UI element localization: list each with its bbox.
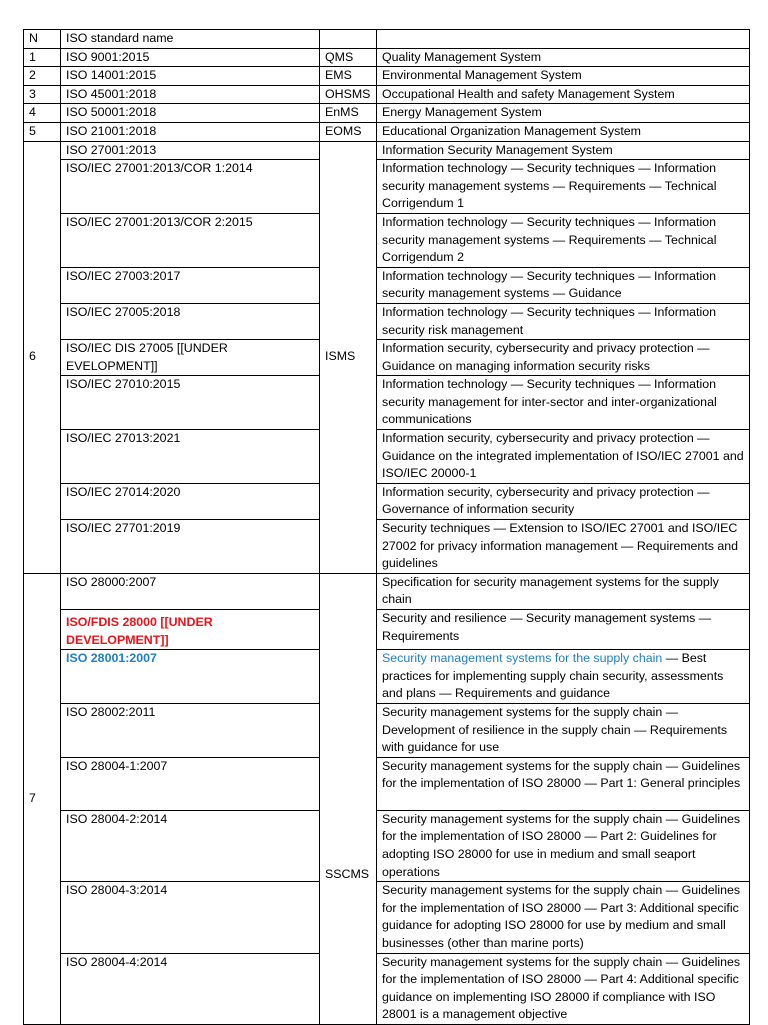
abbreviation: OHSMS (320, 85, 377, 104)
table-row (24, 757, 750, 810)
description: Security and resilience — Security management systems — Requirements (377, 610, 750, 650)
standard-name: ISO 45001:2018 (61, 85, 320, 104)
table-row (24, 810, 750, 881)
row-number: 4 (24, 104, 61, 123)
description-rest: — Best practices for implementing supply chain security, assessments and plans — Requirements and guidance (382, 651, 724, 701)
description: Security management systems for the supply chain — Guidelines for the implementation of ISO 28000 — Part 2: Guidelines for adopting ISO 28000 for use in medium and small seaport operations (377, 810, 750, 881)
standard-name: ISO 14001:2015 (61, 67, 320, 86)
row-number: 5 (24, 122, 61, 141)
standard-name: ISO 28004-1:2007 (61, 757, 320, 810)
table-row (24, 104, 750, 123)
row-number: 1 (24, 48, 61, 67)
description-highlight: Security management systems for the supply chain (382, 651, 663, 666)
standard-name-under-development: ISO/FDIS 28000 [[UNDER DEVELOPMENT]] (61, 610, 320, 650)
standard-name: ISO/IEC 27001:2013/COR 1:2014 (61, 160, 320, 214)
description: Information technology — Security techniques — Information security management systems — Requirements — Technical Corrigendum 1 (377, 160, 750, 214)
description: Energy Management System (377, 104, 750, 123)
description: Information technology — Security techniques — Information security risk management (377, 303, 750, 339)
table-row (24, 67, 750, 86)
standard-name: ISO/IEC 27001:2013/COR 2:2015 (61, 213, 320, 267)
header-n: N (24, 30, 61, 49)
description: Information security, cybersecurity and privacy protection — Guidance on the integrated implementation of ISO/IEC 27001 and ISO/IEC 20000-1 (377, 430, 750, 484)
table-row (24, 303, 750, 339)
row-number: 6 (24, 141, 61, 573)
table-row (24, 340, 750, 376)
header-description (377, 30, 750, 49)
description: Security management systems for the supply chain — Guidelines for the implementation of ISO 28000 — Part 1: General principles (377, 757, 750, 810)
abbreviation: EnMS (320, 104, 377, 123)
standard-name: ISO/IEC 27005:2018 (61, 303, 320, 339)
description: Information Security Management System (377, 141, 750, 160)
standard-name: ISO 28004-3:2014 (61, 882, 320, 953)
abbreviation: QMS (320, 48, 377, 67)
table-row (24, 48, 750, 67)
description: Occupational Health and safety Management System (377, 85, 750, 104)
table-row (24, 267, 750, 303)
standard-name: ISO/IEC 27003:2017 (61, 267, 320, 303)
standard-name: ISO 28000:2007 (61, 573, 320, 609)
description: Information security, cybersecurity and privacy protection — Governance of information security (377, 483, 750, 519)
table-row (24, 430, 750, 484)
description (377, 650, 750, 704)
table-row (24, 213, 750, 267)
table-row (24, 882, 750, 953)
iso-standards-table (23, 29, 750, 1025)
description: Information technology — Security techniques — Information security management for inter-sector and inter-organizational communications (377, 376, 750, 430)
table-row (24, 376, 750, 430)
row-number: 3 (24, 85, 61, 104)
table-row (24, 610, 750, 650)
table-row (24, 520, 750, 574)
standard-name: ISO 28002:2011 (61, 703, 320, 757)
standard-name: ISO 9001:2015 (61, 48, 320, 67)
standard-name: ISO/IEC 27014:2020 (61, 483, 320, 519)
table-row (24, 160, 750, 214)
table-header-row (24, 30, 750, 49)
description: Quality Management System (377, 48, 750, 67)
standard-name-highlighted: ISO 28001:2007 (61, 650, 320, 704)
row-number: 7 (24, 573, 61, 1024)
row-number: 2 (24, 67, 61, 86)
description: Security management systems for the supply chain — Development of resilience in the supply chain — Requirements with guidance for use (377, 703, 750, 757)
standard-name: ISO/IEC 27701:2019 (61, 520, 320, 574)
table-row (24, 703, 750, 757)
table-row (24, 122, 750, 141)
abbreviation: EMS (320, 67, 377, 86)
header-standard-name: ISO standard name (61, 30, 320, 49)
standard-name: ISO/IEC 27013:2021 (61, 430, 320, 484)
table-row (24, 573, 750, 609)
standard-name: ISO 21001:2018 (61, 122, 320, 141)
description: Educational Organization Management System (377, 122, 750, 141)
description: Environmental Management System (377, 67, 750, 86)
description: Security techniques — Extension to ISO/IEC 27001 and ISO/IEC 27002 for privacy information management — Requirements and guidelines (377, 520, 750, 574)
standard-name: ISO 28004-2:2014 (61, 810, 320, 881)
description: Specification for security management systems for the supply chain (377, 573, 750, 609)
description: Security management systems for the supply chain — Guidelines for the implementation of ISO 28000 — Part 3: Additional specific guidance for adopting ISO 28000 for use by medium and small businesses (other than marine ports) (377, 882, 750, 953)
table-row (24, 141, 750, 160)
description: Information security, cybersecurity and privacy protection — Guidance on managing information security risks (377, 340, 750, 376)
table-row (24, 85, 750, 104)
abbreviation: SSCMS (320, 573, 377, 1024)
abbreviation: ISMS (320, 141, 377, 573)
standard-name: ISO/IEC 27010:2015 (61, 376, 320, 430)
abbreviation: EOMS (320, 122, 377, 141)
table-row (24, 953, 750, 1024)
description: Security management systems for the supply chain — Guidelines for the implementation of ISO 28000 — Part 4: Additional specific guidance on implementing ISO 28000 if compliance with ISO 28001 is a management objective (377, 953, 750, 1024)
standard-name: ISO/IEC DIS 27005 [[UNDER EVELOPMENT]] (61, 340, 320, 376)
table-row (24, 650, 750, 704)
description: Information technology — Security techniques — Information security management systems — Guidance (377, 267, 750, 303)
description: Information technology — Security techniques — Information security management systems — Requirements — Technical Corrigendum 2 (377, 213, 750, 267)
standard-name: ISO 50001:2018 (61, 104, 320, 123)
table-row (24, 483, 750, 519)
standard-name: ISO 28004-4:2014 (61, 953, 320, 1024)
header-abbreviation (320, 30, 377, 49)
standard-name: ISO 27001:2013 (61, 141, 320, 160)
